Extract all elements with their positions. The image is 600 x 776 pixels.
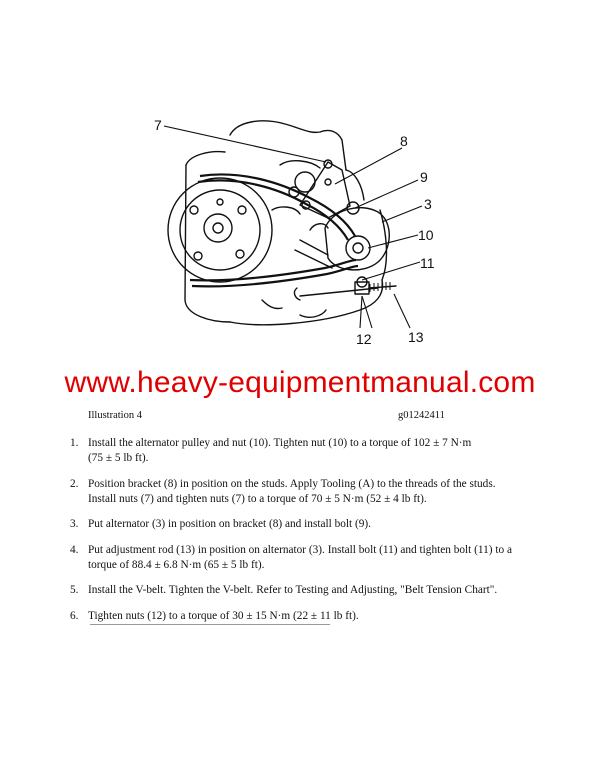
- step-number: 6.: [70, 609, 79, 622]
- leader-11: [362, 262, 420, 280]
- procedure-steps: [70, 436, 560, 634]
- step-number: 2.: [70, 477, 79, 490]
- alternator-diagram: [150, 110, 450, 360]
- figure-caption: Illustration 4: [88, 410, 142, 421]
- callout-7: 7: [154, 117, 162, 133]
- callout-9: 9: [420, 169, 428, 185]
- step-text: Install the V-belt. Tighten the V-belt. Refer to Testing and Adjusting, "Belt Tension Chart".: [88, 584, 498, 596]
- step-item: [70, 436, 560, 466]
- step-item: [70, 609, 560, 624]
- step-text: Tighten nuts (12) to a torque of 30 ± 15 N·m (22 ± 11 lb ft).: [88, 609, 359, 622]
- leader-12b: [362, 296, 372, 328]
- step-item: [70, 583, 560, 598]
- step-text: Position bracket (8) in position on the studs. Apply Tooling (A) to the threads of the studs. Install nuts (7) and tighten nuts (7) to a torque of 70 ± 5 N·m (52 ± 4 lb ft).: [88, 477, 496, 505]
- callout-10: 10: [418, 227, 434, 243]
- step-item: [70, 477, 560, 507]
- leader-3: [382, 206, 422, 222]
- step-number: 3.: [70, 518, 79, 530]
- figure-code: g01242411: [398, 410, 445, 421]
- callout-3: 3: [424, 196, 432, 212]
- callout-12: 12: [356, 331, 372, 347]
- step-item: [70, 517, 560, 532]
- leader-13: [394, 294, 410, 328]
- callout-13: 13: [408, 329, 424, 345]
- engine-illustration: [150, 110, 450, 360]
- step-number: 5.: [70, 584, 79, 596]
- watermark-url: www.heavy-equipmentmanual.com: [64, 366, 536, 399]
- section-divider: [90, 624, 330, 625]
- step-text: Install the alternator pulley and nut (10). Tighten nut (10) to a torque of 102 ± 7 N·m (75 ± 5 lb ft).: [88, 437, 472, 464]
- step-number: 4.: [70, 543, 79, 556]
- leader-7: [164, 126, 326, 162]
- callout-11: 11: [420, 255, 435, 271]
- step-item: [70, 543, 560, 573]
- leader-12a: [360, 296, 362, 328]
- step-text: Put alternator (3) in position on bracket (8) and install bolt (9).: [88, 518, 371, 530]
- leader-10: [368, 235, 418, 248]
- step-number: 1.: [70, 437, 79, 449]
- leader-9: [355, 180, 418, 208]
- callout-8: 8: [400, 133, 408, 149]
- step-text: Put adjustment rod (13) in position on alternator (3). Install bolt (11) and tighten bolt (11) to a torque of 88.4 ± 6.8 N·m (65 ± 5 lb ft).: [88, 543, 512, 571]
